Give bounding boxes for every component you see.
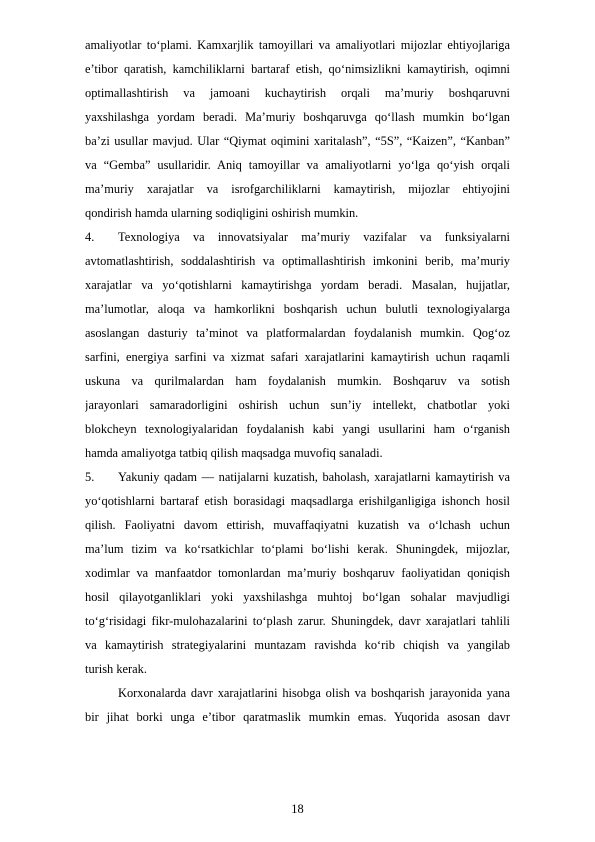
text-line: va kamaytirish strategiyalarini muntazam ravishda ko‘rib chiqish va yangilab — [85, 638, 510, 652]
list-item-5 — [85, 465, 510, 681]
list-number: 5. — [85, 470, 95, 484]
text-line: asoslangan dasturiy ta’minot va platformalardan foydalanish mumkin. Qog‘oz — [85, 326, 510, 340]
paragraph-period-costs — [85, 681, 510, 729]
text-line: yo‘qotishlarni bartaraf etish borasidagi maqsadlarga erishilganligiga ishonch hosil — [85, 494, 510, 508]
text-line: ma’lum tizim va ko‘rsatkichlar to‘plami bo‘lishi kerak. Shuningdek, mijozlar, — [85, 542, 510, 556]
text-line: optimallashtirish va jamoani kuchaytirish orqali ma’muriy boshqaruvni — [85, 86, 510, 100]
text-line: qilish. Faoliyatni davom ettirish, muvaffaqiyatni kuzatish va o‘lchash uchun — [85, 518, 510, 532]
page-number: 18 — [291, 802, 304, 816]
text-line: Yakuniy qadam — natijalarni kuzatish, baholash, xarajatlarni kamaytirish va — [118, 470, 510, 484]
list-item-4 — [85, 225, 510, 465]
text-line: Texnologiya va innovatsiyalar ma’muriy vazifalar va funksiyalarni — [118, 230, 510, 244]
text-line: to‘g‘risidagi fikr-mulohazalarini to‘plash zarur. Shuningdek, davr xarajatlari tahlili — [85, 614, 510, 628]
paragraph-lean-practices — [85, 33, 510, 225]
body-text — [85, 33, 510, 729]
text-line: avtomatlashtirish, soddalashtirish va optimallashtirish imkonini berib, ma’muriy — [85, 254, 510, 268]
text-line: qondirish hamda ularning sodiqligini oshirish mumkin. — [85, 206, 359, 220]
text-line: amaliyotlar to‘plami. Kamxarjlik tamoyillari va amaliyotlari mijozlar ehtiyojlariga — [85, 38, 510, 52]
text-line: e’tibor qaratish, kamchiliklarni bartaraf etish, qo‘nimsizlikni kamaytirish, oqimni — [85, 62, 510, 76]
list-item-first-line — [85, 225, 510, 249]
text-line: Korxonalarda davr xarajatlarini hisobga olish va boshqarish jarayonida yana — [118, 686, 510, 700]
text-line: turish kerak. — [85, 662, 147, 676]
list-number: 4. — [85, 230, 95, 244]
text-line: hosil qilayotganliklari yoki yaxshilashga muhtoj bo‘lgan sohalar mavjudligi — [85, 590, 510, 604]
text-line: sarfini, energiya sarfini va xizmat safari xarajatlarini kamaytirish uchun raqamli — [85, 350, 510, 364]
text-line: jarayonlari samaradorligini oshirish uchun sun’iy intellekt, chatbotlar yoki — [85, 398, 510, 412]
text-line: ba’zi usullar mavjud. Ular “Qiymat oqimini xaritalash”, “5S”, “Kaizen”, “Kanban” — [85, 134, 510, 148]
text-line: xodimlar va manfaatdor tomonlardan ma’muriy boshqaruv faoliyatidan qoniqish — [85, 566, 510, 580]
text-line: va “Gemba” usullaridir. Aniq tamoyillar va amaliyotlarni yo‘lga qo‘yish orqali — [85, 158, 510, 172]
text-line: ma’lumotlar, aloqa va hamkorlikni boshqarish uchun bulutli texnologiyalarga — [85, 302, 510, 316]
text-line: uskuna va qurilmalardan ham foydalanish mumkin. Boshqaruv va sotish — [85, 374, 510, 388]
text-line: bir jihat borki unga e’tibor qaratmaslik mumkin emas. Yuqorida asosan davr — [85, 710, 510, 724]
text-line: xarajatlar va yo‘qotishlarni kamaytirishga yordam beradi. Masalan, hujjatlar, — [85, 278, 510, 292]
text-line: hamda amaliyotga tatbiq qilish maqsadga muvofiq sanaladi. — [85, 446, 383, 460]
list-item-first-line — [85, 465, 510, 489]
text-line: yaxshilashga yordam beradi. Ma’muriy boshqaruvga qo‘llash mumkin bo‘lgan — [85, 110, 510, 124]
text-line: blokcheyn texnologiyalaridan foydalanish kabi yangi usullarini ham o‘rganish — [85, 422, 510, 436]
text-line: ma’muriy xarajatlar va isrofgarchiliklarni kamaytirish, mijozlar ehtiyojini — [85, 182, 510, 196]
